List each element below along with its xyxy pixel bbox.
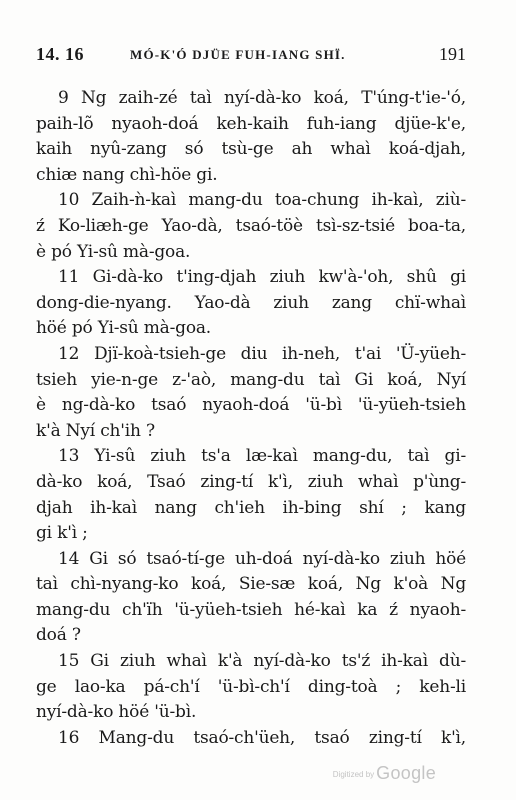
text-line: 11 Gi-dà-ko t'ing-djah ziuh kw'à-'oh, shû gi — [58, 267, 466, 288]
text-line: höé pó Yi-sû mà-goa. — [36, 318, 212, 339]
text-line: nyí-dà-ko höé 'ü-bì. — [36, 702, 197, 723]
text-line: dong-die-nyang. Yao-dà ziuh zang chï-whaì — [36, 292, 466, 313]
text-line: k'à Nyí ch'ih ? — [36, 420, 155, 441]
text-line: ge lao-ka pá-ch'í 'ü-bì-ch'í ding-toà ; keh-li — [36, 676, 466, 697]
text-line: 10 Zaih-ǹ-kaì mang-du toa-chung ih-kaì, ziù- — [58, 190, 466, 211]
running-header — [36, 44, 466, 68]
text-line: mang-du ch'ïh 'ü-yüeh-tsieh hé-kaì ka ź nyaoh- — [36, 599, 466, 620]
text-line: djah ih-kaì nang ch'ieh ih-bing shí ; kang — [36, 497, 466, 518]
text-line: 12 Djï-koà-tsieh-ge diu ih-neh, t'ai 'Ü-yüeh- — [58, 343, 466, 364]
text-line: doá ? — [36, 625, 81, 646]
text-line: ź Ko-liæh-ge Yao-dà, tsaó-töè tsì-sz-tsié boa-ta, — [36, 215, 466, 236]
text-line: 14 Gi só tsaó-tí-ge uh-doá nyí-dà-ko ziuh höé — [58, 548, 466, 569]
text-line: 13 Yi-sû ziuh ts'a læ-kaì mang-du, taì gi- — [58, 446, 466, 467]
text-line: gi k'ì ; — [36, 523, 88, 544]
text-line: paih-lõ nyaoh-doá keh-kaih fuh-iang djüe-k'e, — [36, 113, 466, 134]
running-title: MÓ-K'Ó DJÜE FUH-IANG SHÏ. — [130, 47, 346, 62]
text-line: tsieh yie-n-ge z-'aò, mang-du taì Gi koá, Nyí — [36, 369, 466, 390]
watermark-prefix: Digitized by — [332, 770, 375, 779]
text-line: 9 Ng zaih-zé taì nyí-dà-ko koá, T'úng-t'ie-'ó, — [58, 88, 466, 108]
digitized-watermark — [333, 763, 436, 784]
text-line: kaih nyû-zang só tsù-ge ah whaì koá-djah, — [36, 139, 466, 160]
text-line: 16 Mang-du tsaó-ch'üeh, tsaó zing-tí k'ì, — [58, 727, 466, 748]
page-number: 191 — [439, 44, 466, 64]
chapter-verse-label: 14. 16 — [36, 44, 84, 64]
page-body — [36, 86, 466, 751]
text-line: è pó Yi-sû mà-goa. — [36, 241, 191, 262]
google-logo: Google — [376, 763, 436, 783]
text-line: dà-ko koá, Tsaó zing-tí k'ì, ziuh whaì p'ùng- — [36, 471, 466, 492]
text-line: 15 Gi ziuh whaì k'à nyí-dà-ko ts'ź ih-kaì dù- — [58, 651, 466, 672]
text-line: chiæ nang chì-höe gi. — [36, 164, 218, 185]
text-line: è ng-dà-ko tsaó nyaoh-doá 'ü-bì 'ü-yüeh-tsieh — [36, 395, 466, 416]
text-line: taì chì-nyang-ko koá, Sie-sæ koá, Ng k'oà Ng — [36, 574, 466, 595]
